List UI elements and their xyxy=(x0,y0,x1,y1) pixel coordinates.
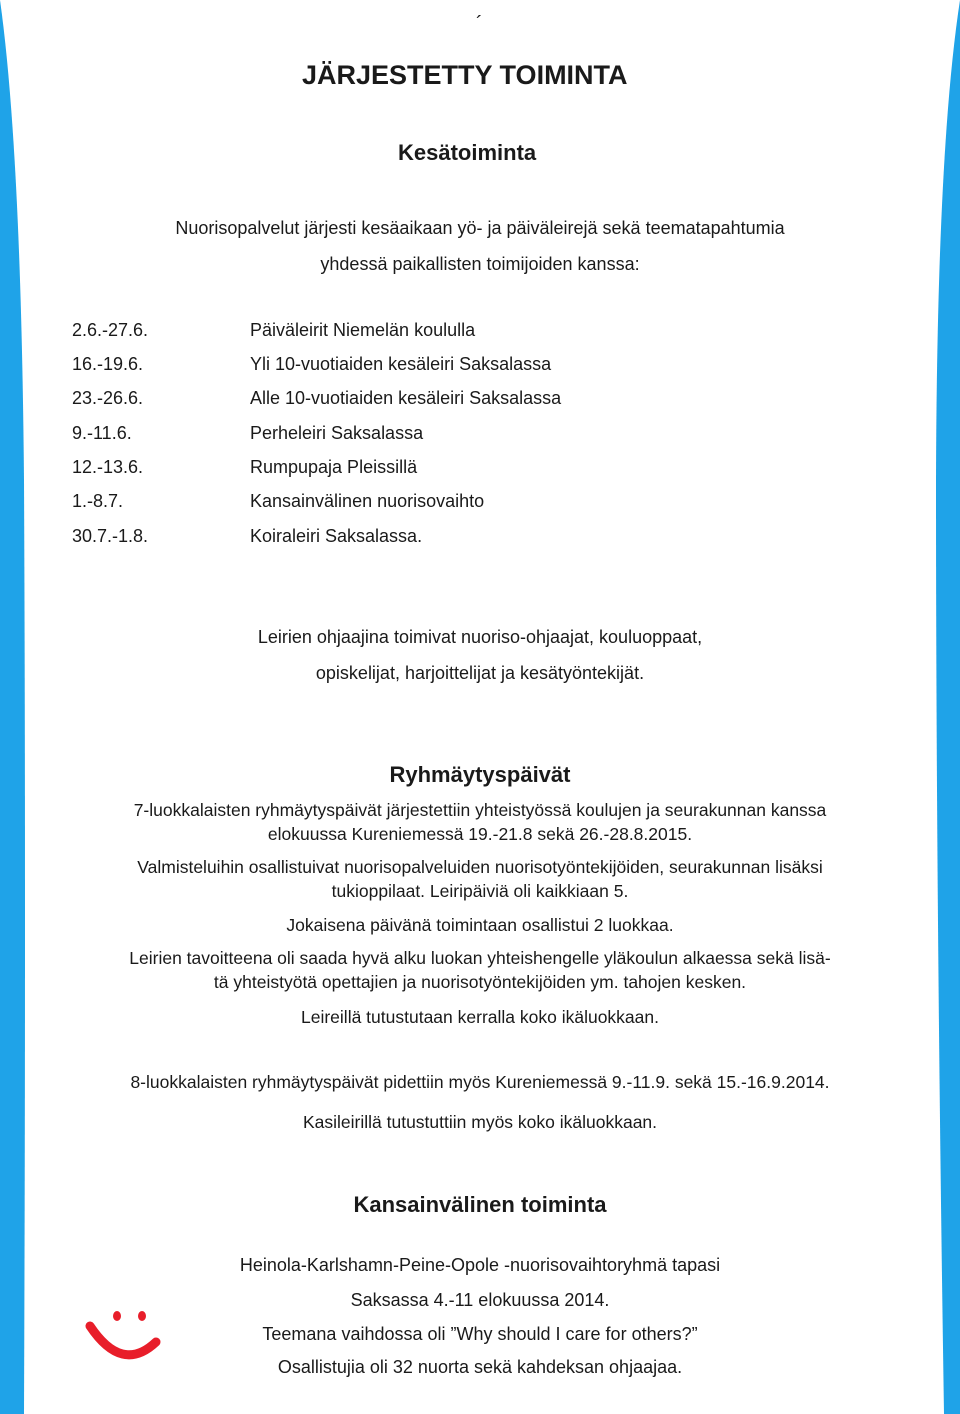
ryhmaytys-line: 7-luokkalaisten ryhmäytyspäivät järjestettiin yhteistyössä koulujen ja seurakunnan kanssa xyxy=(133,800,827,820)
event-name: Päiväleirit Niemelän koululla xyxy=(250,320,476,340)
event-name: Yli 10-vuotiaiden kesäleiri Saksalassa xyxy=(250,354,552,374)
kansainvalinen-line: Saksassa 4.-11 elokuussa 2014. xyxy=(350,1290,610,1310)
leaders-line: Leirien ohjaajina toimivat nuoriso-ohjaajat, kouluoppaat, xyxy=(257,627,703,647)
event-name: Perheleiri Saksalassa xyxy=(250,423,424,443)
top-accent-mark: ´ xyxy=(476,13,483,35)
event-date: 23.-26.6. xyxy=(72,388,144,408)
ryhmaytys-line: elokuussa Kureniemessä 19.-21.8 sekä 26.-28.8.2015. xyxy=(267,824,693,844)
ryhmaytys-line: tä yhteistyötä opettajien ja nuorisotyöntekijöiden ym. tahojen kesken. xyxy=(213,972,747,992)
ryhmaytys-line: Valmisteluihin osallistuivat nuorisopalveluiden nuorisotyöntekijöiden, seurakunnan lisäksi xyxy=(137,857,823,877)
kansainvalinen-line: Osallistujia oli 32 nuorta sekä kahdeksan ohjaajaa. xyxy=(277,1357,683,1377)
intro-line: yhdessä paikallisten toimijoiden kanssa: xyxy=(320,254,640,274)
ryhmaytys-line: Kasileirillä tutustuttiin myös koko ikäluokkaan. xyxy=(302,1112,658,1132)
page-title: JÄRJESTETTY TOIMINTA xyxy=(302,60,628,90)
ryhmaytys-line: Jokaisena päivänä toimintaan osallistui 2 luokkaa. xyxy=(286,915,674,935)
smiley-icon xyxy=(82,1308,162,1368)
smiley-mouth xyxy=(90,1326,156,1355)
smiley-left-eye xyxy=(113,1311,121,1321)
section-heading-kansainvalinen: Kansainvälinen toiminta xyxy=(353,1192,607,1217)
ryhmaytys-line: Leirien tavoitteena oli saada hyvä alku luokan yhteishengelle yläkoulun alkaessa sekä lisä- xyxy=(129,948,831,968)
ryhmaytys-line: 8-luokkalaisten ryhmäytyspäivät pidettiin myös Kureniemessä 9.-11.9. sekä 15.-16.9.2014. xyxy=(130,1072,830,1092)
smiley-right-eye xyxy=(138,1311,146,1321)
event-date: 9.-11.6. xyxy=(72,423,132,443)
ryhmaytys-line: tukioppilaat. Leiripäiviä oli kaikkiaan 5. xyxy=(331,881,629,901)
ryhmaytys-line: Leireillä tutustutaan kerralla koko ikäluokkaan. xyxy=(301,1007,659,1027)
kansainvalinen-line: Teemana vaihdossa oli ”Why should I care for others?” xyxy=(262,1324,698,1344)
event-date: 1.-8.7. xyxy=(72,491,124,511)
kansainvalinen-line: Heinola-Karlshamn-Peine-Opole -nuorisovaihtoryhmä tapasi xyxy=(239,1255,721,1275)
event-name: Kansainvälinen nuorisovaihto xyxy=(250,491,485,511)
event-name: Rumpupaja Pleissillä xyxy=(250,457,418,477)
event-name: Alle 10-vuotiaiden kesäleiri Saksalassa xyxy=(250,388,562,408)
section-heading-kesatoiminta: Kesätoiminta xyxy=(398,140,537,165)
section-heading-ryhmaytyspaivat: Ryhmäytyspäivät xyxy=(389,762,571,787)
event-date: 30.7.-1.8. xyxy=(72,526,149,546)
event-date: 16.-19.6. xyxy=(72,354,144,374)
intro-line: Nuorisopalvelut järjesti kesäaikaan yö- ja päiväleirejä sekä teematapahtumia xyxy=(175,218,785,238)
event-date: 2.6.-27.6. xyxy=(72,320,149,340)
event-date: 12.-13.6. xyxy=(72,457,144,477)
event-name: Koiraleiri Saksalassa. xyxy=(250,526,423,546)
leaders-line: opiskelijat, harjoittelijat ja kesätyöntekijät. xyxy=(315,663,645,683)
